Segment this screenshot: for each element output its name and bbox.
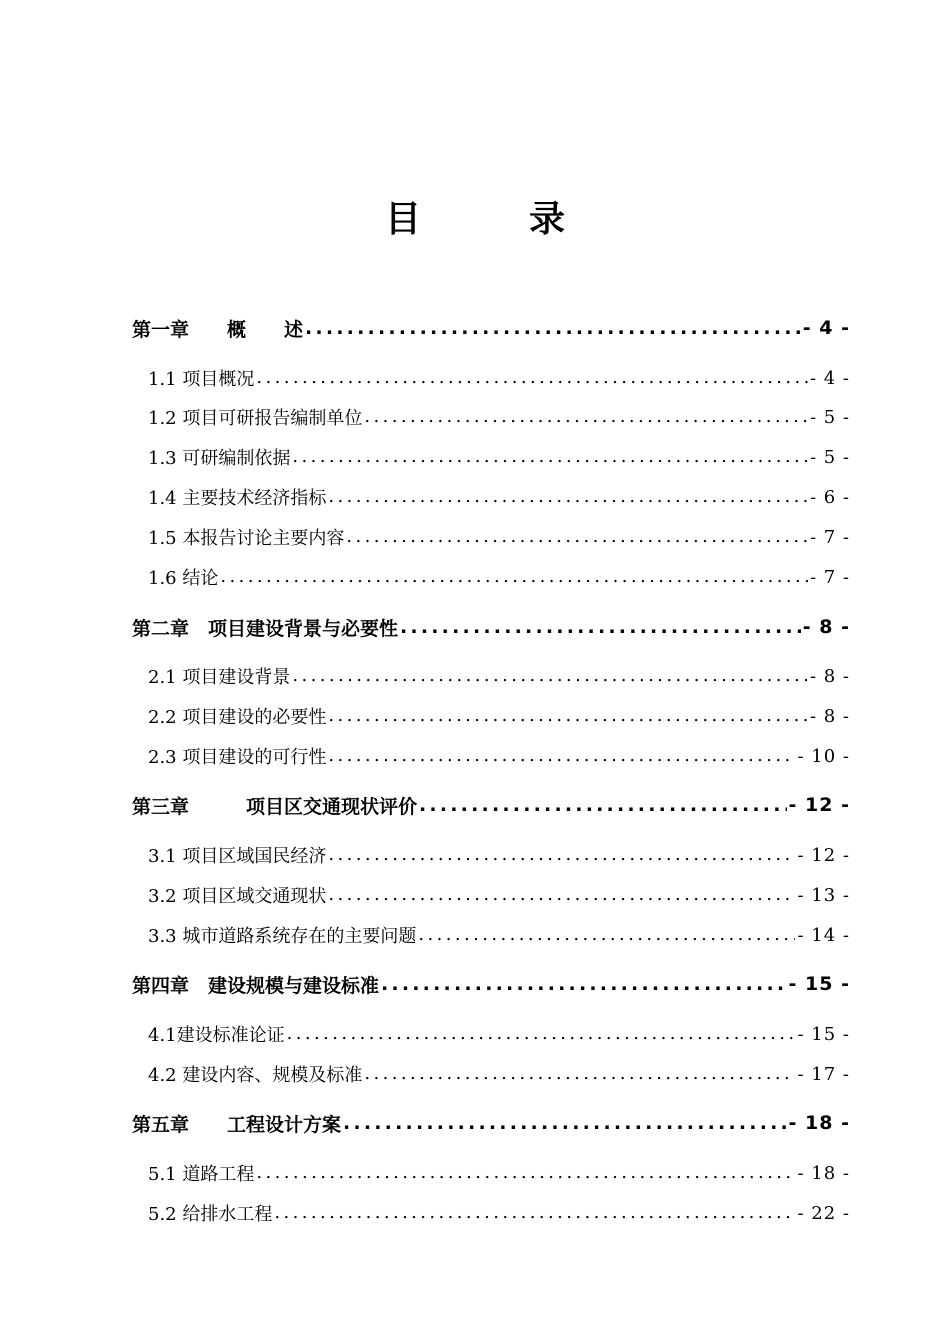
- toc-entry-label: 1.3 可研编制依据: [148, 448, 291, 469]
- toc-leader-dots: [400, 618, 801, 637]
- toc-entry-page: - 5 -: [809, 406, 850, 428]
- toc-leader-dots: [381, 975, 787, 994]
- toc-entry-page: - 4 -: [802, 317, 850, 339]
- toc-leader-dots: [346, 528, 808, 546]
- toc-entry-section[interactable]: [132, 920, 850, 950]
- toc-entry-label: 2.1 项目建设背景: [148, 667, 291, 688]
- toc-entry-page: - 17 -: [797, 1063, 850, 1085]
- toc-entry-section[interactable]: [132, 741, 850, 771]
- toc-entry-page: - 7 -: [809, 526, 850, 548]
- toc-entry-label: 5.2 给排水工程: [148, 1204, 273, 1225]
- toc-entry-section[interactable]: [132, 1158, 850, 1188]
- toc-entry-chapter-4[interactable]: [132, 969, 850, 999]
- toc-entry-page: - 18 -: [788, 1112, 850, 1134]
- toc-entry-label: 1.2 项目可研报告编制单位: [148, 408, 363, 429]
- toc-entry-label: 第四章 建设规模与建设标准: [132, 974, 380, 997]
- toc-entry-chapter-2[interactable]: [132, 612, 850, 642]
- toc-entry-page: - 14 -: [797, 924, 850, 946]
- toc-entry-label: 第五章 工程设计方案: [132, 1113, 342, 1136]
- toc-leader-dots: [328, 846, 795, 864]
- page-title: 目 录: [384, 199, 601, 240]
- toc-entry-label: 2.2 项目建设的必要性: [148, 707, 327, 728]
- toc-entry-label: 第一章 概 述: [132, 318, 304, 341]
- toc-entry-section[interactable]: [132, 880, 850, 910]
- toc-entry-section[interactable]: [132, 482, 850, 512]
- toc-entry-page: - 15 -: [788, 973, 850, 995]
- toc-entry-chapter-5[interactable]: [132, 1108, 850, 1138]
- toc-entry-section[interactable]: [132, 1019, 850, 1049]
- toc-leader-dots: [328, 886, 795, 904]
- toc-entry-label: 1.5 本报告讨论主要内容: [148, 528, 345, 549]
- toc-leader-dots: [364, 1065, 795, 1083]
- toc-leader-dots: [292, 448, 808, 466]
- toc-entry-section[interactable]: [132, 562, 850, 592]
- toc-entry-label: 2.3 项目建设的可行性: [148, 747, 327, 768]
- toc-entry-section[interactable]: [132, 1059, 850, 1089]
- toc-entry-label: 1.1 项目概况: [148, 369, 255, 390]
- toc-leader-dots: [343, 1114, 787, 1133]
- toc-entry-label: 4.1建设标准论证: [148, 1025, 285, 1046]
- toc-leader-dots: [274, 1204, 795, 1222]
- toc-entry-page: - 8 -: [802, 616, 850, 638]
- toc-entry-section[interactable]: [132, 442, 850, 472]
- toc-entry-label: 3.2 项目区域交通现状: [148, 886, 327, 907]
- toc-leader-dots: [256, 1164, 795, 1182]
- toc-leader-dots: [328, 747, 795, 765]
- toc-leader-dots: [220, 568, 808, 586]
- toc-entry-page: - 15 -: [797, 1023, 850, 1045]
- toc-entry-section[interactable]: [132, 1198, 850, 1228]
- toc-entry-label: 3.3 城市道路系统存在的主要问题: [148, 926, 417, 947]
- toc-leader-dots: [287, 1025, 796, 1043]
- toc-entry-page: - 5 -: [809, 446, 850, 468]
- toc-entry-page: - 6 -: [809, 486, 850, 508]
- toc-entry-section[interactable]: [132, 661, 850, 691]
- toc-leader-dots: [328, 488, 808, 506]
- toc-entry-section[interactable]: [132, 402, 850, 432]
- toc-entry-page: - 12 -: [797, 844, 850, 866]
- toc-entry-section[interactable]: [132, 522, 850, 552]
- toc-entry-page: - 12 -: [788, 794, 850, 816]
- toc-entry-page: - 7 -: [809, 566, 850, 588]
- toc-entry-page: - 8 -: [809, 705, 850, 727]
- toc-entry-label: 4.2 建设内容、规模及标准: [148, 1065, 363, 1086]
- toc-leader-dots: [328, 707, 808, 725]
- toc-entry-page: - 10 -: [797, 745, 850, 767]
- toc-leader-dots: [292, 667, 808, 685]
- toc-entry-page: - 22 -: [797, 1202, 850, 1224]
- toc-entry-label: 第三章 项目区交通现状评价: [132, 795, 418, 818]
- toc-leader-dots: [305, 319, 801, 338]
- toc-leader-dots: [418, 926, 795, 944]
- toc-entry-section[interactable]: [132, 363, 850, 393]
- toc-entry-page: - 4 -: [809, 367, 850, 389]
- toc-entry-label: 5.1 道路工程: [148, 1164, 255, 1185]
- toc-leader-dots: [419, 796, 787, 815]
- toc-entry-section[interactable]: [132, 840, 850, 870]
- toc-entry-page: - 13 -: [797, 884, 850, 906]
- toc-entry-label: 3.1 项目区域国民经济: [148, 846, 327, 867]
- toc-leader-dots: [364, 408, 808, 426]
- toc-entry-page: - 18 -: [797, 1162, 850, 1184]
- toc-entry-page: - 8 -: [809, 665, 850, 687]
- toc-entry-chapter-3[interactable]: [132, 790, 850, 820]
- toc-entry-chapter-1[interactable]: [132, 313, 850, 343]
- toc-leader-dots: [256, 369, 808, 387]
- toc-entry-label: 1.6 结论: [148, 568, 219, 589]
- toc-entry-label: 第二章 项目建设背景与必要性: [132, 617, 399, 640]
- toc-entry-label: 1.4 主要技术经济指标: [148, 488, 327, 509]
- toc-entry-section[interactable]: [132, 701, 850, 731]
